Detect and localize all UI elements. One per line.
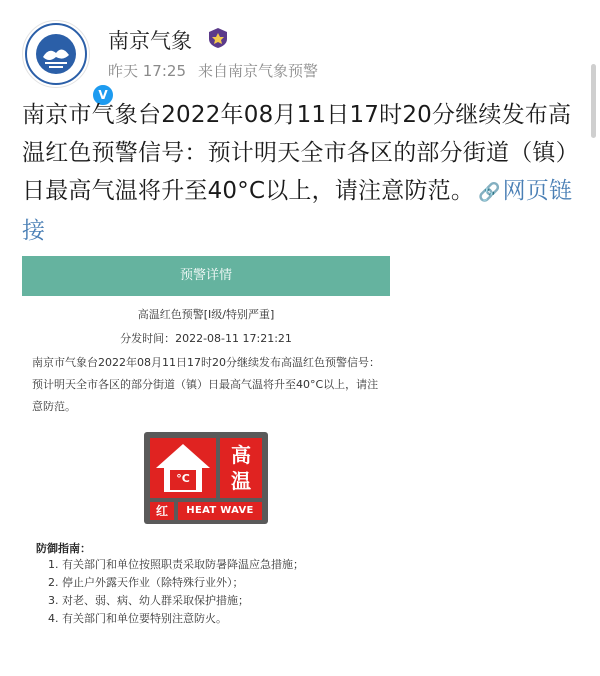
guide-item: 3. 对老、弱、病、幼人群采取保护措施； <box>48 594 249 607</box>
guide-item: 1. 有关部门和单位按照职责采取防暑降温应急措施； <box>48 558 304 571</box>
post-source[interactable]: 来自南京气象预警 <box>198 62 319 80</box>
sign-char-top: 高 <box>231 443 251 467</box>
verified-icon: V <box>91 83 115 107</box>
issue-time: 分发时间：2022-08-11 17:21:21 <box>120 332 292 345</box>
link-icon[interactable]: 🔗 <box>478 182 501 203</box>
warning-card <box>22 256 390 296</box>
avatar[interactable] <box>22 20 108 102</box>
heat-wave-red-signal <box>144 432 268 524</box>
guide-list <box>48 556 304 628</box>
meteorology-logo-icon <box>23 21 89 87</box>
membership-badge-icon[interactable] <box>207 27 229 49</box>
house-icon-box <box>150 438 216 498</box>
celsius-unit: °C <box>176 472 190 485</box>
warning-body: 南京市气象台2022年08月11日17时20分继续发布高温红色预警信号：预计明天全市各区的部分街道（镇）日最高气温将升至40°C以上，请注意防范。 <box>32 356 380 413</box>
card-header: 预警详情 <box>22 256 390 296</box>
post-time: 昨天 17:25 <box>108 62 186 80</box>
warning-level: 高温红色预警[Ⅰ级/特别严重] <box>137 308 275 321</box>
guide-item: 4. 有关部门和单位要特别注意防火。 <box>48 612 227 625</box>
sign-color-label: 红 <box>150 502 174 520</box>
post-meta <box>108 60 318 81</box>
sign-title <box>220 438 262 498</box>
guide-item: 2. 停止户外露天作业（除特殊行业外）； <box>48 576 244 589</box>
account-name[interactable]: 南京气象 <box>108 29 192 53</box>
post-text <box>22 96 582 250</box>
web-link[interactable]: 网页链接 <box>22 178 573 244</box>
scrollbar[interactable] <box>591 64 596 138</box>
guide-title: 防御指南： <box>36 542 91 555</box>
sign-char-bottom: 温 <box>231 469 251 493</box>
post-body: 南京市气象台2022年08月11日17时20分继续发布高温红色预警信号：预计明天全市各区的部分街道（镇）日最高气温将升至40°C以上，请注意防范。 <box>22 102 579 204</box>
thermometer-house-icon <box>150 438 216 498</box>
sign-english-label: HEAT WAVE <box>178 502 262 520</box>
